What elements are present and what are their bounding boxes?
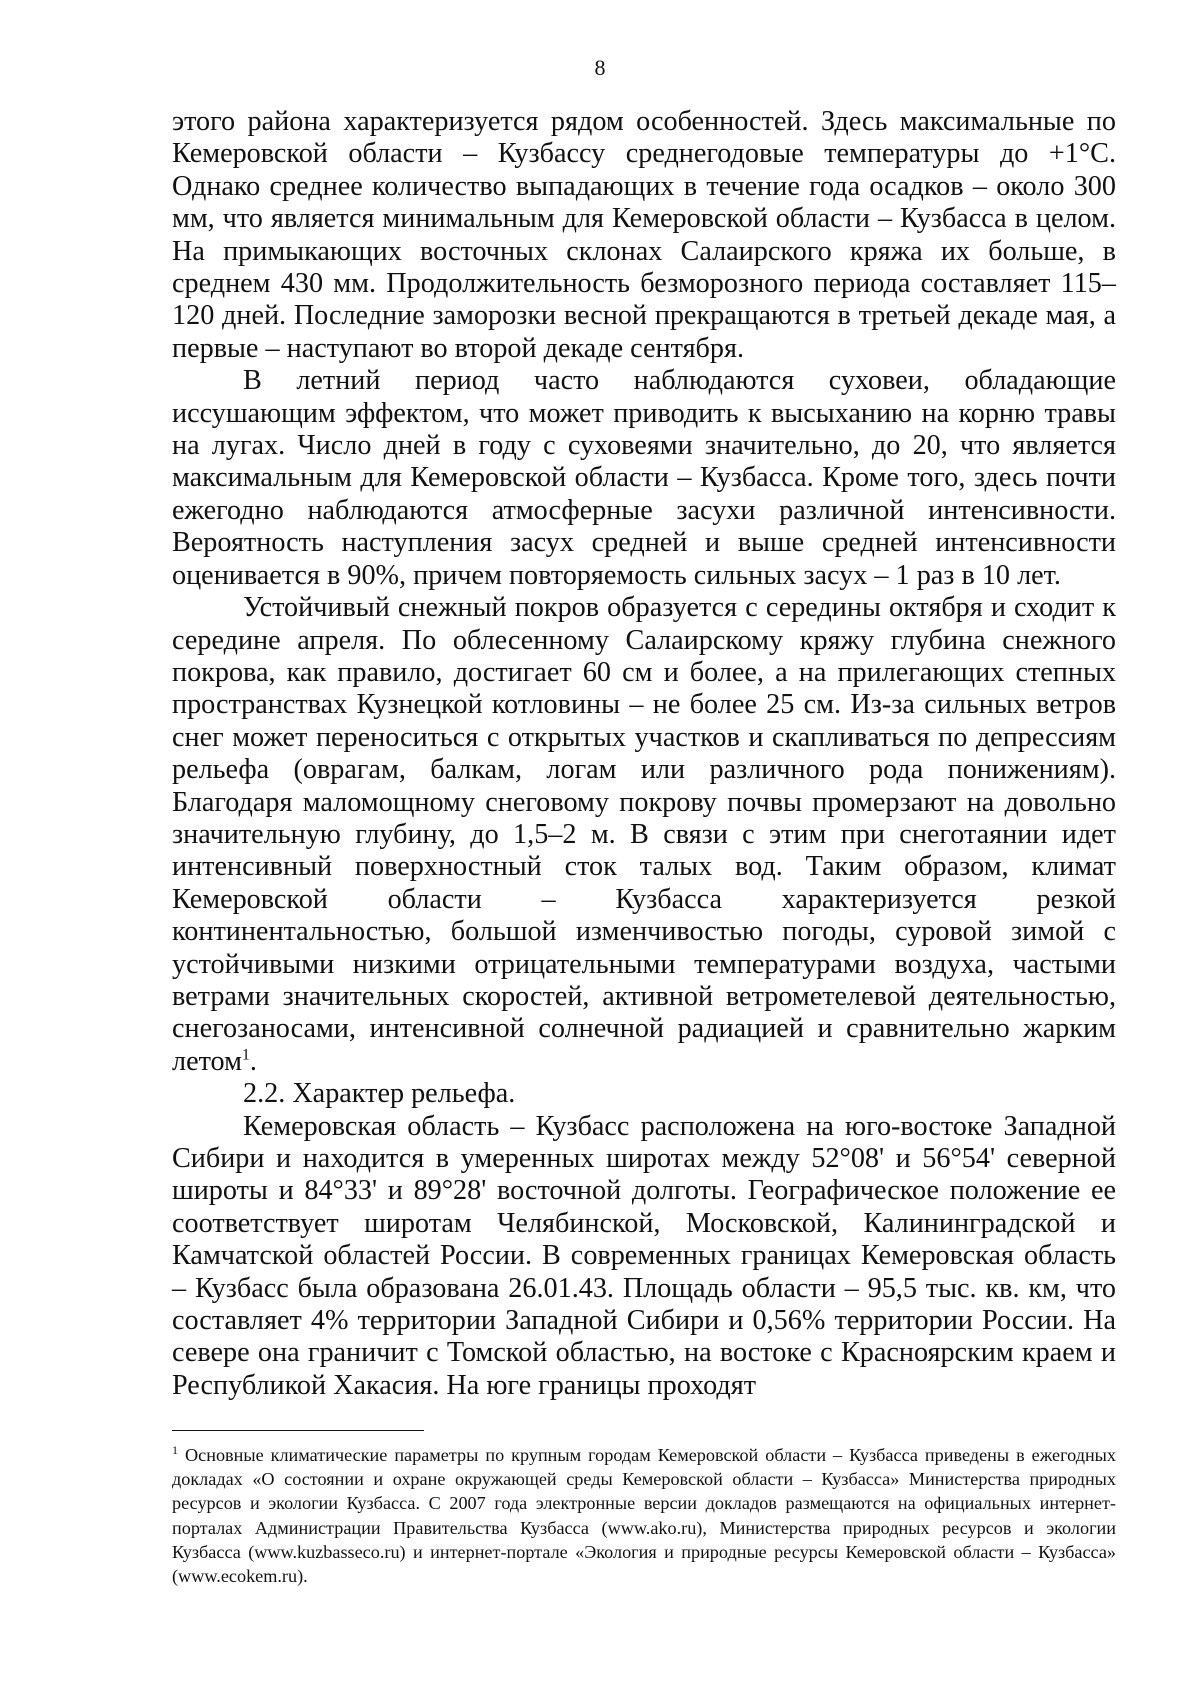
- footnote-marker: 1: [172, 1442, 178, 1457]
- footnote-reference: 1: [241, 1046, 250, 1064]
- paragraph-snow-cover: [172, 592, 1116, 1078]
- paragraph-dry-winds: В летний период часто наблюдаются суховеи, обладающие иссушающим эффектом, что может приводить к высыханию на корню травы на лугах. Число дней в году с суховеями значительно, до 20, что является максимальным для Кемеровской области – Кузбасса. Кроме того, здесь почти ежегодно наблюдаются атмосферные засухи различной интенсивности. Вероятность наступления засух средней и выше средней интенсивности оценивается в 90%, причем повторяемость сильных засух – 1 раз в 10 лет.: [172, 365, 1116, 591]
- footnote: [172, 1443, 1116, 1588]
- footnote-separator: [172, 1430, 424, 1431]
- document-body: [172, 106, 1116, 1402]
- footnote-text: Основные климатические параметры по крупным городам Кемеровской области – Кузбасса приведены в ежегодных докладах «О состоянии и охране окружающей среды Кемеровской области – Кузбасса» Министерства природных ресурсов и экологии Кузбасса. С 2007 года электронные версии докладов размещаются на официальных интернет-порталах Администрации Правительства Кузбасса (www.ako.ru), Министерства природных ресурсов и экологии Кузбасса (www.kuzbasseco.ru) и интернет-портале «Экология и природные ресурсы Кемеровской области – Кузбасса» (www.ecokem.ru).: [172, 1445, 1117, 1587]
- footnote-reference-period: .: [249, 1045, 257, 1077]
- paragraph-geography: Кемеровская область – Кузбасс расположена на юго-востоке Западной Сибири и находится в умеренных широтах между 52°08' и 56°54' северной широты и 84°33' и 89°28' восточной долготы. Географическое положение ее соответствует широтам Челябинской, Московской, Калининградской и Камчатской областей России. В современных границах Кемеровская область – Кузбасс была образована 26.01.43. Площадь области – 95,5 тыс. кв. км, что составляет 4% территории Западной Сибири и 0,56% территории России. На севере она граничит с Томской областью, на востоке с Красноярским краем и Республикой Хакасия. На юге границы проходят: [172, 1110, 1116, 1401]
- page-number: 8: [594, 55, 606, 80]
- section-heading-relief: 2.2. Характер рельефа.: [243, 1078, 516, 1110]
- paragraph-snow-cover-text: Устойчивый снежный покров образуется с середины октября и сходит к середине апреля. По облесенному Салаирскому кряжу глубина снежного покрова, как правило, достигает 60 см и более, а на прилегающих степных пространствах Кузнецкой котловины – не более 25 см. Из-за сильных ветров снег может переноситься с открытых участков и скапливаться по депрессиям рельефа (оврагам, балкам, логам или различного рода понижениям). Благодаря маломощному снеговому покрову почвы промерзают на довольно значительную глубину, до 1,5–2 м. В связи с этим при снеготаянии идет интенсивный поверхностный сток талых вод. Таким образом, климат Кемеровской области – Кузбасса характеризуется резкой континентальностью, большой изменчивостью погоды, суровой зимой с устойчивыми низкими отрицательными температурами воздуха, частыми ветрами значительных скоростей, активной ветрометелевой деятельностью, снегозаносами, интенсивной солнечной радиацией и сравнительно жарким летом: [172, 592, 1116, 1077]
- paragraph-climate-continuation: этого района характеризуется рядом особенностей. Здесь максимальные по Кемеровской области – Кузбассу среднегодовые температуры до +1°С. Однако среднее количество выпадающих в течение года осадков – около 300 мм, что является минимальным для Кемеровской области – Кузбасса в целом. На примыкающих восточных склонах Салаирского кряжа их больше, в среднем 430 мм. Продолжительность безморозного периода составляет 115–120 дней. Последние заморозки весной прекращаются в третьей декаде мая, а первые – наступают во второй декаде сентября.: [172, 106, 1116, 364]
